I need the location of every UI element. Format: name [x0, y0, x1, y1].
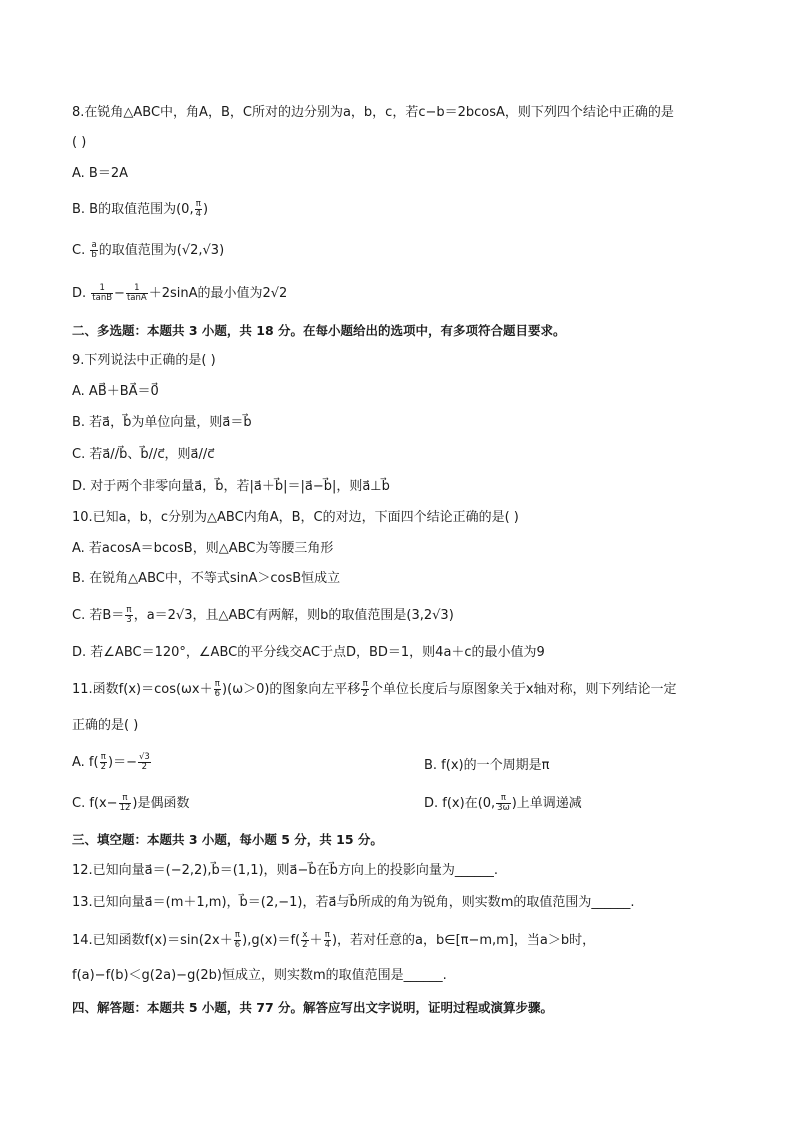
q11-c-fraction — [119, 794, 132, 813]
q14-line-2: f(a)−f(b)＜g(2a)−g(2b)恒成立，则实数m的取值范围是______. — [72, 968, 447, 983]
q11-option-b: B. f(x)的一个周期是π — [424, 758, 550, 773]
frac-denominator: 12 — [119, 803, 131, 813]
q10-stem: 10.已知a，b，c分别为△ABC内角A，B，C的对边，下面四个结论正确的是( ) — [72, 510, 519, 525]
frac-numerator: π — [362, 679, 368, 689]
q8-b-fraction — [195, 200, 202, 219]
frac-denominator: 3ω — [497, 803, 510, 813]
frac-numerator: x — [302, 930, 308, 940]
q8-d-suffix: ＋2sinA的最小值为2√2 — [148, 286, 288, 301]
q8-answer-paren: ( ) — [72, 135, 87, 150]
frac-numerator: π — [126, 605, 132, 615]
frac-denominator: 3 — [126, 615, 132, 625]
frac-numerator: π — [119, 794, 132, 804]
q8-b-suffix: ) — [203, 202, 209, 217]
q11-stem-line-2: 正确的是( ) — [72, 718, 139, 733]
frac-denominator: 6 — [234, 940, 241, 950]
frac-denominator: b — [91, 250, 97, 260]
frac-denominator: 2 — [141, 762, 148, 772]
q14-prefix: 14.已知函数f(x)＝sin(2x＋ — [72, 933, 233, 948]
q9-option-c: C. 若a⃗//b⃗、b⃗//c⃗，则a⃗//c⃗ — [72, 447, 215, 462]
q8-option-b — [72, 200, 208, 219]
q14-fraction-1 — [234, 931, 241, 950]
q14-line-1 — [72, 931, 595, 950]
q11-a-mid: )＝− — [108, 755, 137, 770]
frac-numerator: π — [214, 679, 220, 689]
frac-denominator: 2 — [100, 762, 106, 772]
frac-denominator: tanB — [92, 293, 113, 303]
q8-c-suffix: 的取值范围为(√2,√3) — [98, 243, 225, 258]
q8-d-prefix: D. — [72, 286, 91, 301]
q9-stem: 9.下列说法中正确的是( ) — [72, 353, 216, 368]
q11-a-fraction-2 — [138, 753, 151, 772]
frac-denominator: 4 — [324, 940, 330, 950]
q11-stem-fraction-2 — [361, 680, 368, 699]
q8-d-minus: − — [114, 286, 125, 301]
q8-stem: 8.在锐角△ABC中，角A，B，C所对的边分别为a，b，c，若c−b＝2bcosA，则下列四个结论中正确的是 — [72, 105, 674, 120]
q9-option-a: A. AB⃗＋BA⃗＝0⃗ — [72, 384, 159, 399]
q8-option-d — [72, 284, 287, 303]
q11-stem-fraction-1 — [214, 680, 221, 699]
q8-option-a: A. B＝2A — [72, 166, 129, 181]
q10-option-d: D. 若∠ABC＝120°，∠ABC的平分线交AC于点D，BD＝1，则4a＋c的最小值为9 — [72, 645, 545, 660]
q13-text: 13.已知向量a⃗＝(m＋1,m)，b⃗＝(2,−1)，若a⃗与b⃗所成的角为锐角，则实数m的取值范围为______. — [72, 895, 635, 910]
section-3-heading: 三、填空题：本题共 3 小题，每小题 5 分，共 15 分。 — [72, 832, 383, 847]
q11-c-prefix: C. f(x− — [72, 796, 118, 811]
frac-numerator: π — [496, 794, 511, 804]
q8-b-prefix: B. B的取值范围为(0, — [72, 202, 194, 217]
q11-stem — [72, 680, 677, 699]
q9-option-b: B. 若a⃗，b⃗为单位向量，则a⃗＝b⃗ — [72, 415, 252, 430]
q14-fraction-2 — [301, 931, 308, 950]
q11-d-suffix: )上单调递减 — [511, 796, 582, 811]
frac-numerator: 1 — [126, 284, 148, 294]
q10-c-fraction — [125, 606, 132, 625]
q14-plus: ＋ — [309, 933, 323, 948]
q8-c-fraction — [90, 241, 97, 260]
frac-denominator: tanA — [126, 293, 147, 303]
frac-numerator: √3 — [138, 752, 150, 762]
frac-denominator: 6 — [214, 689, 221, 699]
q11-d-fraction — [496, 794, 511, 813]
q11-stem-suffix: 个单位长度后与原图象关于x轴对称，则下列结论一定 — [369, 682, 677, 697]
q12-text: 12.已知向量a⃗＝(−2,2),b⃗＝(1,1)，则a⃗−b⃗在b⃗方向上的投影向量为______. — [72, 863, 499, 878]
q14-fraction-3 — [324, 931, 331, 950]
frac-numerator: π — [324, 930, 330, 940]
q8-d-fraction-2 — [126, 284, 148, 303]
q11-d-prefix: D. f(x)在(0, — [424, 796, 496, 811]
section-4-heading: 四、解答题：本题共 5 小题，共 77 分。解答应写出文字说明，证明过程或演算步骤。 — [72, 1000, 554, 1015]
q8-c-prefix: C. — [72, 243, 90, 258]
q14-suffix: )，若对任意的a，b∈[π−m,m]，当a＞b时， — [331, 933, 596, 948]
frac-numerator: a — [91, 240, 97, 250]
q8-d-fraction-1 — [91, 284, 113, 303]
q11-option-d — [424, 794, 582, 813]
q10-c-prefix: C. 若B＝ — [72, 608, 125, 623]
q11-a-fraction-1 — [100, 753, 107, 772]
frac-denominator: 2 — [362, 689, 368, 699]
q8-option-c — [72, 241, 224, 260]
q10-c-suffix: ，a＝2√3，且△ABC有两解，则b的取值范围是(3,2√3) — [133, 608, 454, 623]
frac-numerator: 1 — [91, 284, 113, 294]
q11-a-prefix: A. f( — [72, 755, 99, 770]
q9-option-d: D. 对于两个非零向量a⃗，b⃗，若|a⃗＋b⃗|＝|a⃗−b⃗|，则a⃗⊥b⃗ — [72, 479, 390, 494]
section-2-heading: 二、多选题：本题共 3 小题，共 18 分。在每小题给出的选项中，有多项符合题目要求。 — [72, 323, 566, 338]
frac-numerator: π — [195, 199, 201, 209]
frac-numerator: π — [234, 930, 241, 940]
q11-stem-prefix: 11.函数f(x)＝cos(ωx＋ — [72, 682, 213, 697]
frac-numerator: π — [100, 752, 106, 762]
q10-option-a: A. 若acosA＝bcosB，则△ABC为等腰三角形 — [72, 541, 334, 556]
q10-option-b: B. 在锐角△ABC中，不等式sinA＞cosB恒成立 — [72, 571, 341, 586]
frac-denominator: 2 — [302, 940, 308, 950]
q14-mid: ),g(x)＝f( — [242, 933, 301, 948]
q11-stem-mid: )(ω＞0)的图象向左平移 — [222, 682, 361, 697]
q11-c-suffix: )是偶函数 — [132, 796, 190, 811]
frac-denominator: 4 — [195, 209, 201, 219]
q10-option-c — [72, 606, 454, 625]
q11-option-a — [72, 752, 550, 773]
